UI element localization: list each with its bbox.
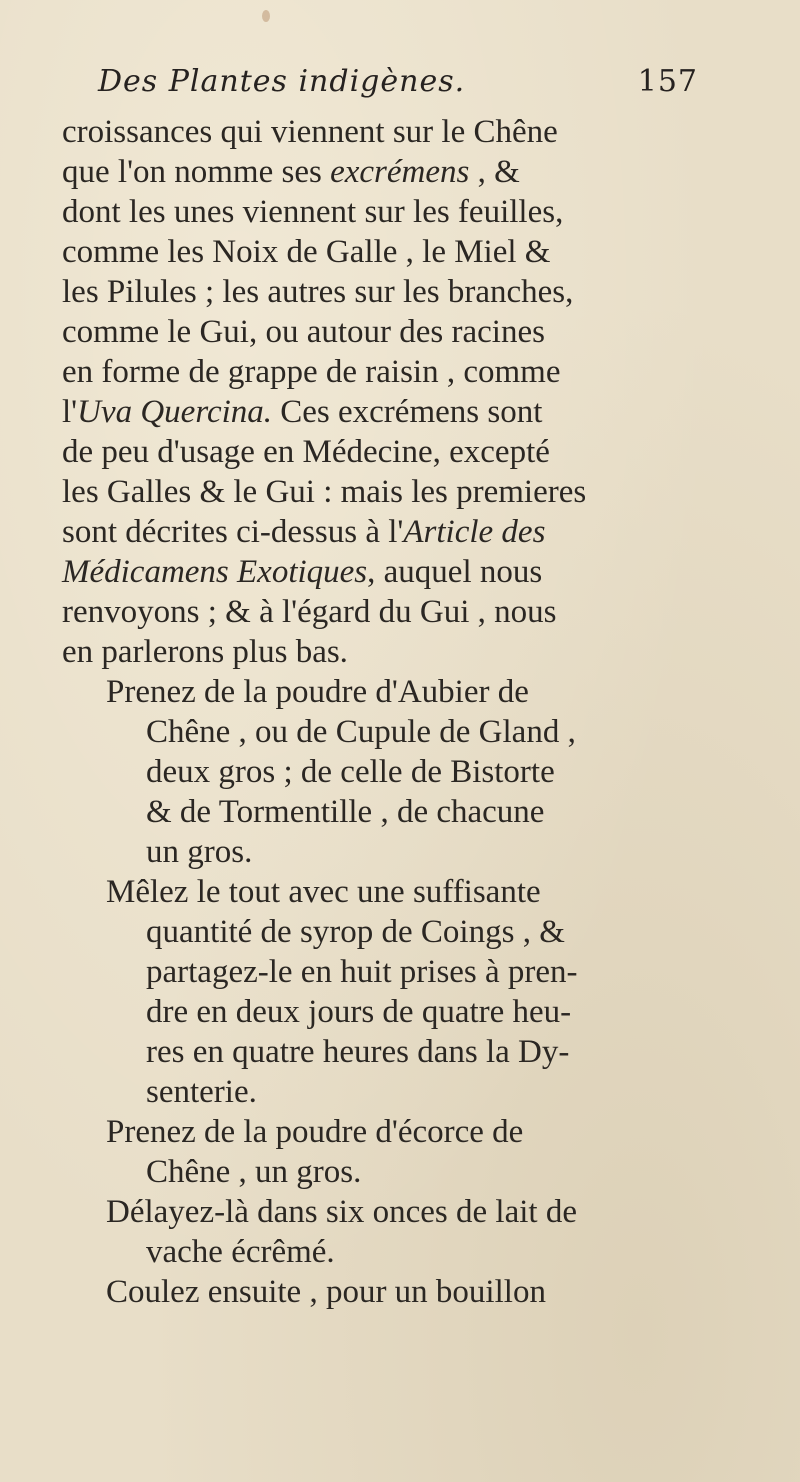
text-line: les Pilules ; les autres sur les branches, [62, 274, 574, 310]
recipe-line: un gros. [146, 834, 253, 870]
recipe-line: Coulez ensuite , pour un bouillon [106, 1274, 546, 1310]
recipe-line: partagez-le en huit prises à pren- [146, 954, 578, 990]
recipe-line: Chêne , un gros. [146, 1154, 362, 1190]
italic-term: Médicamens Exotiques [62, 554, 368, 590]
text-line: renvoyons ; & à l'égard du Gui , nous [62, 594, 557, 630]
text-span: Ces excrémens sont [272, 394, 543, 430]
text-line [62, 512, 545, 552]
text-line: les Galles & le Gui : mais les premieres [62, 474, 587, 510]
text-line: en parlerons plus bas. [62, 634, 348, 670]
recipe-line: Prenez de la poudre d'Aubier de [106, 674, 529, 710]
recipe-line: quantité de syrop de Coings , & [146, 914, 565, 950]
recipe-line: Mêlez le tout avec une suffisante [106, 874, 541, 910]
text-line [62, 152, 520, 192]
italic-term: excrémens [330, 154, 470, 190]
italic-term: Article des [403, 514, 546, 550]
text-span: sont décrites ci-dessus à l' [62, 514, 404, 550]
recipe-line: res en quatre heures dans la Dy- [146, 1034, 570, 1070]
text-line: croissances qui viennent sur le Chêne [62, 114, 558, 150]
text-line: comme le Gui, ou autour des racines [62, 314, 545, 350]
text-line [62, 552, 542, 592]
text-line: en forme de grappe de raisin , comme [62, 354, 561, 390]
text-span: , auquel nous [367, 554, 543, 590]
text-span: que l'on nomme ses [62, 154, 331, 190]
text-span: l' [62, 394, 78, 430]
page-number: 157 [637, 64, 698, 99]
text-line: comme les Noix de Galle , le Miel & [62, 234, 551, 270]
text-line: dont les unes viennent sur les feuilles, [62, 194, 564, 230]
text-line [62, 392, 542, 432]
recipe-line: dre en deux jours de quatre heu- [146, 994, 572, 1030]
recipe-line: vache écrêmé. [146, 1234, 335, 1270]
recipe-line: deux gros ; de celle de Bistorte [146, 754, 555, 790]
recipe-line: & de Tormentille , de chacune [146, 794, 545, 830]
text-span: , & [469, 154, 520, 190]
italic-term: Uva Quercina. [77, 394, 273, 430]
recipe-line: senterie. [146, 1074, 257, 1110]
recipe-line: Délayez-là dans six onces de lait de [106, 1194, 577, 1230]
running-title: Des Plantes indigènes. [98, 64, 466, 99]
running-header [98, 64, 698, 108]
text-line: de peu d'usage en Médecine, excepté [62, 434, 550, 470]
ink-smudge [262, 10, 270, 22]
recipe-line: Prenez de la poudre d'écorce de [106, 1114, 524, 1150]
recipe-line: Chêne , ou de Cupule de Gland , [146, 714, 576, 750]
